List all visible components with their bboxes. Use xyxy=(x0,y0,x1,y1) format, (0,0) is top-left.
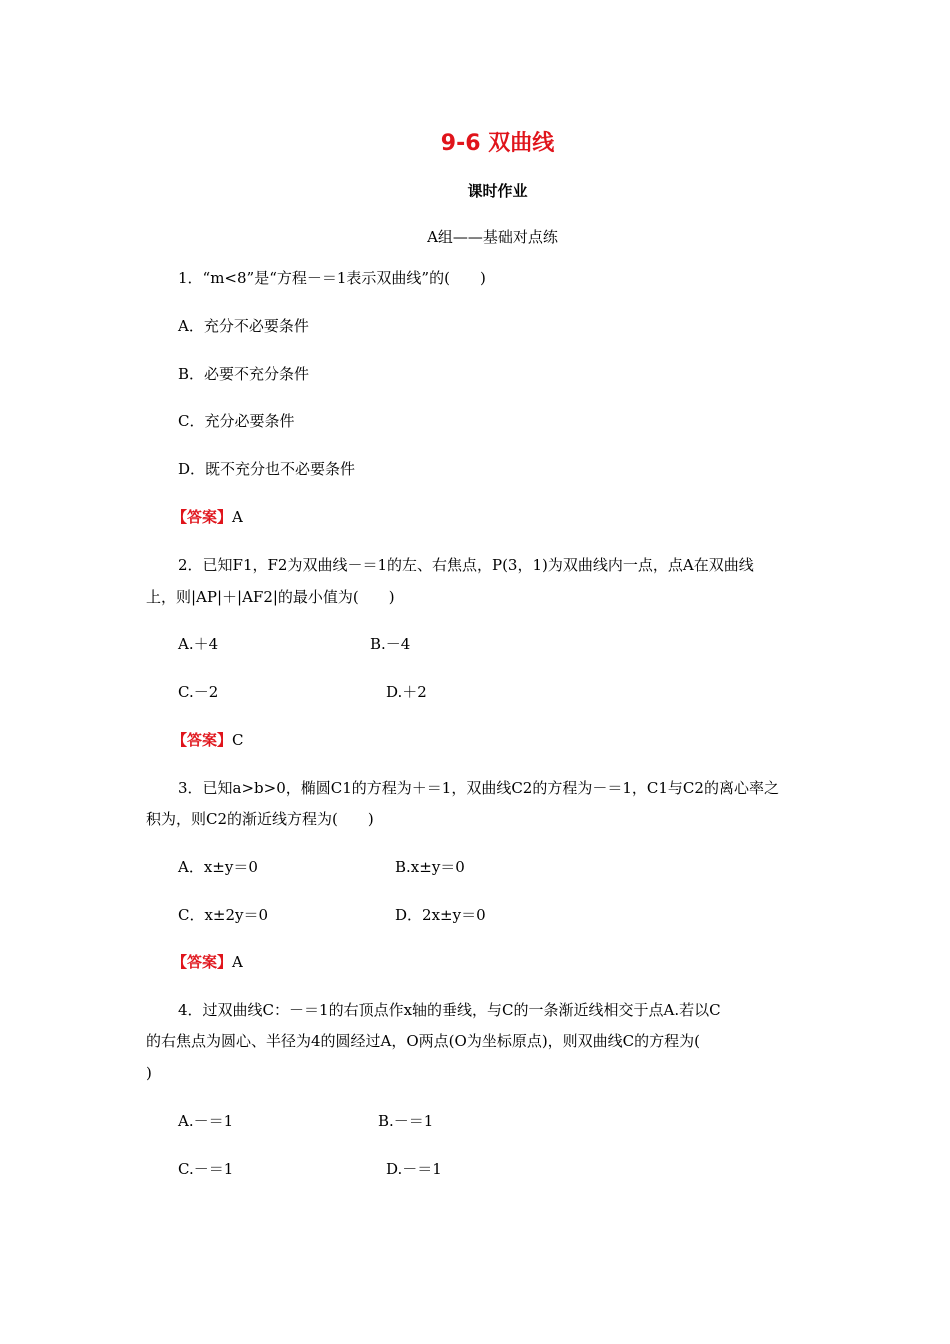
q4-option-b: B.－＝1 xyxy=(378,1112,434,1130)
q3-option-c: C．x±2y＝0 xyxy=(178,906,269,924)
answer-label: 【答案】 xyxy=(172,953,233,971)
q2-option-c: C.－2 xyxy=(178,683,219,701)
q2-option-b: B.－4 xyxy=(370,635,411,653)
q1-option-c: C．充分必要条件 xyxy=(178,412,295,430)
q4-option-c: C.－＝1 xyxy=(178,1160,234,1178)
q1-option-b: B．必要不充分条件 xyxy=(178,365,310,383)
q2-option-d: D.＋2 xyxy=(386,683,427,701)
answer-label: 【答案】 xyxy=(172,731,233,749)
q2-option-a: A.＋4 xyxy=(178,635,219,653)
page-subtitle: 课时作业 xyxy=(467,182,528,200)
q4-option-d: D.－＝1 xyxy=(386,1160,442,1178)
q4-stem-line2: 的右焦点为圆心、半径为4的圆经过A，O两点(O为坐标原点)，则双曲线C的方程为( xyxy=(146,1032,701,1050)
q1-option-a: A．充分不必要条件 xyxy=(178,317,309,335)
answer-label: 【答案】 xyxy=(172,508,233,526)
q3-option-b: B.x±y＝0 xyxy=(395,858,465,876)
answer-value: A xyxy=(232,953,243,971)
q4-stem-line3: ) xyxy=(146,1064,152,1082)
q1-option-d: D．既不充分也不必要条件 xyxy=(178,460,356,478)
answer-value: A xyxy=(232,508,243,526)
q2-answer xyxy=(172,730,244,750)
q4-stem-line1: 4．过双曲线C：－＝1的右顶点作x轴的垂线，与C的一条渐近线相交于点A.若以C xyxy=(178,1001,721,1019)
answer-value: C xyxy=(232,731,244,749)
q1-answer xyxy=(172,507,243,527)
q3-option-a: A．x±y＝0 xyxy=(178,858,258,876)
page-title: 9-6 双曲线 xyxy=(440,131,555,156)
q3-answer xyxy=(172,952,243,972)
q3-stem-line1: 3．已知a>b>0，椭圆C1的方程为＋＝1，双曲线C2的方程为－＝1，C1与C2的离心率之 xyxy=(178,779,779,797)
q2-stem-line2: 上，则|AP|＋|AF2|的最小值为( ) xyxy=(146,588,395,606)
group-heading: A组——基础对点练 xyxy=(427,228,558,246)
q3-stem-line2: 积为，则C2的渐近线方程为( ) xyxy=(146,810,374,828)
q4-option-a: A.－＝1 xyxy=(178,1112,234,1130)
q2-stem-line1: 2．已知F1，F2为双曲线－＝1的左、右焦点，P(3，1)为双曲线内一点，点A在双曲线 xyxy=(178,556,754,574)
q1-stem: 1．“m<8”是“方程－＝1表示双曲线”的( ) xyxy=(178,269,486,287)
q3-option-d: D．2x±y＝0 xyxy=(395,906,486,924)
